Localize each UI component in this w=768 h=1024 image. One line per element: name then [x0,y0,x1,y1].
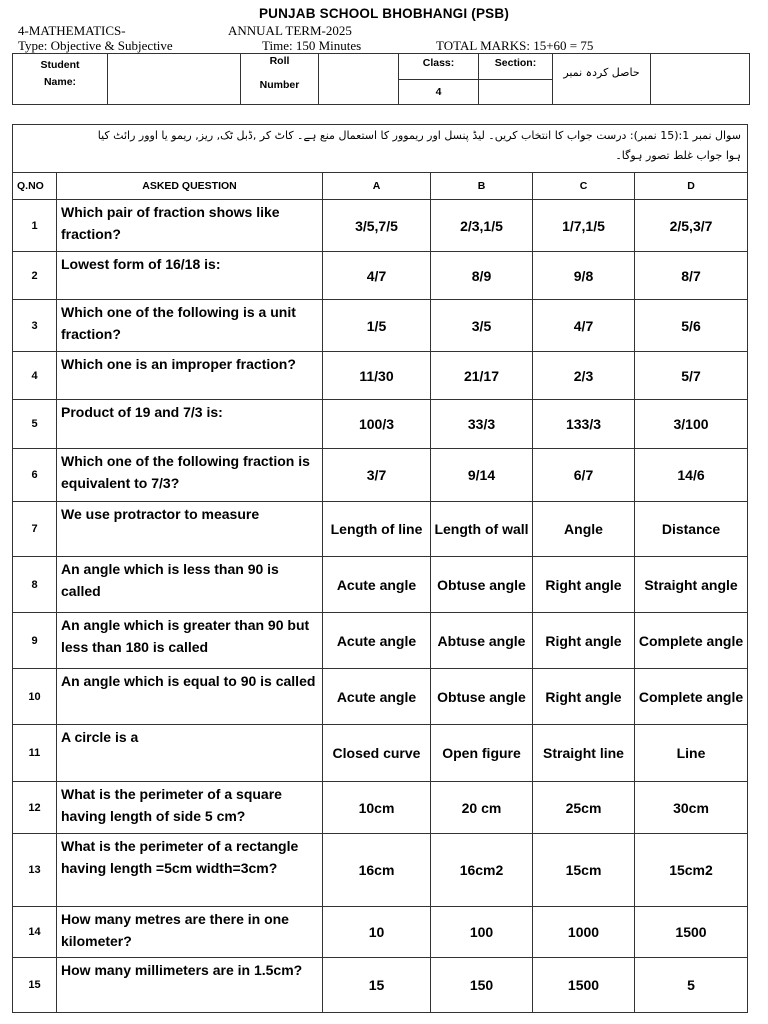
question-text: Which one of the following is a unit fraction? [57,300,323,352]
subject-label: 4-MATHEMATICS- [18,23,126,38]
question-row [13,834,748,907]
option-a[interactable]: Acute angle [323,613,431,669]
header-question: ASKED QUESTION [57,173,323,200]
option-a[interactable]: Length of line [323,502,431,557]
option-b[interactable]: 16cm2 [431,834,533,907]
option-d[interactable]: Complete angle [635,613,748,669]
option-b[interactable]: 100 [431,907,533,958]
instructions [13,125,748,173]
option-d[interactable]: Line [635,725,748,782]
class-value: 4 [399,80,479,105]
question-row [13,400,748,449]
question-text: What is the perimeter of a rectangle having length =5cm width=3cm? [57,834,323,907]
header-option-a: A [323,173,431,200]
option-a[interactable]: Acute angle [323,557,431,613]
question-text: We use protractor to measure [57,502,323,557]
option-d[interactable]: Distance [635,502,748,557]
question-text: Which one is an improper fraction? [57,352,323,400]
obtained-marks-label: حاصل کردہ نمبر [553,54,651,105]
question-row [13,200,748,252]
question-text: What is the perimeter of a square having length of side 5 cm? [57,782,323,834]
section-field[interactable] [479,80,553,105]
question-text: Lowest form of 16/18 is: [57,252,323,300]
option-d[interactable]: 5/6 [635,300,748,352]
question-number: 5 [13,400,57,449]
option-c[interactable]: Straight line [533,725,635,782]
question-number: 8 [13,557,57,613]
option-a[interactable]: Closed curve [323,725,431,782]
question-row [13,557,748,613]
question-number: 2 [13,252,57,300]
question-text: Which pair of fraction shows like fraction? [57,200,323,252]
question-text: How many millimeters are in 1.5cm? [57,958,323,1013]
option-a[interactable]: 3/5,7/5 [323,200,431,252]
question-text: How many metres are there in one kilometer? [57,907,323,958]
question-row [13,502,748,557]
option-a[interactable]: 11/30 [323,352,431,400]
student-name-field[interactable] [108,54,241,105]
question-text: Product of 19 and 7/3 is: [57,400,323,449]
question-row [13,252,748,300]
question-text: An angle which is equal to 90 is called [57,669,323,725]
option-b[interactable]: Open figure [431,725,533,782]
option-c[interactable]: 133/3 [533,400,635,449]
mcq-table [12,124,748,1013]
option-d[interactable]: 14/6 [635,449,748,502]
instructions-line-1: سوال نمبر 1:(15 نمبر): درست جواب کا انتخاب کریں۔ لیڈ پنسل اور ریموور کا استعمال منع ہے۔ کاٹ کر ,ڈبل ٹک, ریز, ریمو یا اوور رائٹ کیا [97,129,742,142]
question-row [13,300,748,352]
option-c[interactable]: 1500 [533,958,635,1013]
question-number: 9 [13,613,57,669]
option-c[interactable]: Right angle [533,669,635,725]
option-a[interactable]: 100/3 [323,400,431,449]
option-c[interactable]: Right angle [533,557,635,613]
header-option-d: D [635,173,748,200]
question-number: 13 [13,834,57,907]
option-b[interactable]: Obtuse angle [431,557,533,613]
question-text: An angle which is greater than 90 but less than 180 is called [57,613,323,669]
question-number: 1 [13,200,57,252]
option-c[interactable]: 9/8 [533,252,635,300]
option-c[interactable]: Angle [533,502,635,557]
question-number: 4 [13,352,57,400]
option-a[interactable]: 15 [323,958,431,1013]
option-d[interactable]: 5 [635,958,748,1013]
exam-type-label: Type: Objective & Subjective [18,38,173,53]
option-c[interactable]: 1000 [533,907,635,958]
option-a[interactable]: Acute angle [323,669,431,725]
option-b[interactable]: 20 cm [431,782,533,834]
option-c[interactable]: 6/7 [533,449,635,502]
question-row [13,782,748,834]
question-row [13,613,748,669]
option-b[interactable]: Length of wall [431,502,533,557]
option-c[interactable]: 1/7,1/5 [533,200,635,252]
option-c[interactable]: Right angle [533,613,635,669]
term-label: ANNUAL TERM-2025 [228,23,352,38]
option-b[interactable]: 21/17 [431,352,533,400]
instructions-line-2: ہوا جواب غلط تصور ہوگا۔ [615,149,742,162]
question-number: 6 [13,449,57,502]
option-b[interactable]: 33/3 [431,400,533,449]
option-d[interactable]: 2/5,3/7 [635,200,748,252]
question-number: 14 [13,907,57,958]
option-d[interactable]: 30cm [635,782,748,834]
question-number: 7 [13,502,57,557]
option-d[interactable]: 3/100 [635,400,748,449]
option-d[interactable]: Complete angle [635,669,748,725]
option-b[interactable]: 150 [431,958,533,1013]
total-marks-label: TOTAL MARKS: 15+60 = 75 [436,38,594,53]
class-label: Class: [399,54,479,80]
option-d[interactable]: 1500 [635,907,748,958]
option-d[interactable]: 15cm2 [635,834,748,907]
question-number: 11 [13,725,57,782]
question-row [13,449,748,502]
option-d[interactable]: 8/7 [635,252,748,300]
header-option-b: B [431,173,533,200]
section-label: Section: [479,54,553,80]
question-row [13,907,748,958]
option-b[interactable]: 3/5 [431,300,533,352]
option-c[interactable]: 2/3 [533,352,635,400]
question-text: A circle is a [57,725,323,782]
table-header [13,173,748,200]
option-b[interactable]: Abtuse angle [431,613,533,669]
option-a[interactable]: 1/5 [323,300,431,352]
header-option-c: C [533,173,635,200]
question-row [13,352,748,400]
option-a[interactable]: 16cm [323,834,431,907]
student-name-label: Student Name: [13,54,108,105]
time-label: Time: 150 Minutes [262,38,362,53]
obtained-marks-field[interactable] [651,54,750,105]
question-row [13,958,748,1013]
student-info-table [12,53,750,105]
header-qno: Q.NO [13,173,57,200]
option-d[interactable]: 5/7 [635,352,748,400]
question-row [13,669,748,725]
option-c[interactable]: 15cm [533,834,635,907]
option-b[interactable]: 9/14 [431,449,533,502]
question-text: An angle which is less than 90 is called [57,557,323,613]
option-c[interactable]: 25cm [533,782,635,834]
roll-number-field[interactable] [319,54,399,105]
question-number: 15 [13,958,57,1013]
school-title: PUNJAB SCHOOL BHOBHANGI (PSB) [258,6,510,21]
question-row [13,725,748,782]
question-number: 3 [13,300,57,352]
question-text: Which one of the following fraction is equivalent to 7/3? [57,449,323,502]
roll-number-label: Roll Number [241,54,319,105]
option-b[interactable]: 8/9 [431,252,533,300]
option-a[interactable]: 3/7 [323,449,431,502]
option-a[interactable]: 10cm [323,782,431,834]
option-a[interactable]: 4/7 [323,252,431,300]
question-number: 10 [13,669,57,725]
option-a[interactable]: 10 [323,907,431,958]
option-b[interactable]: 2/3,1/5 [431,200,533,252]
question-number: 12 [13,782,57,834]
option-b[interactable]: Obtuse angle [431,669,533,725]
option-c[interactable]: 4/7 [533,300,635,352]
option-d[interactable]: Straight angle [635,557,748,613]
